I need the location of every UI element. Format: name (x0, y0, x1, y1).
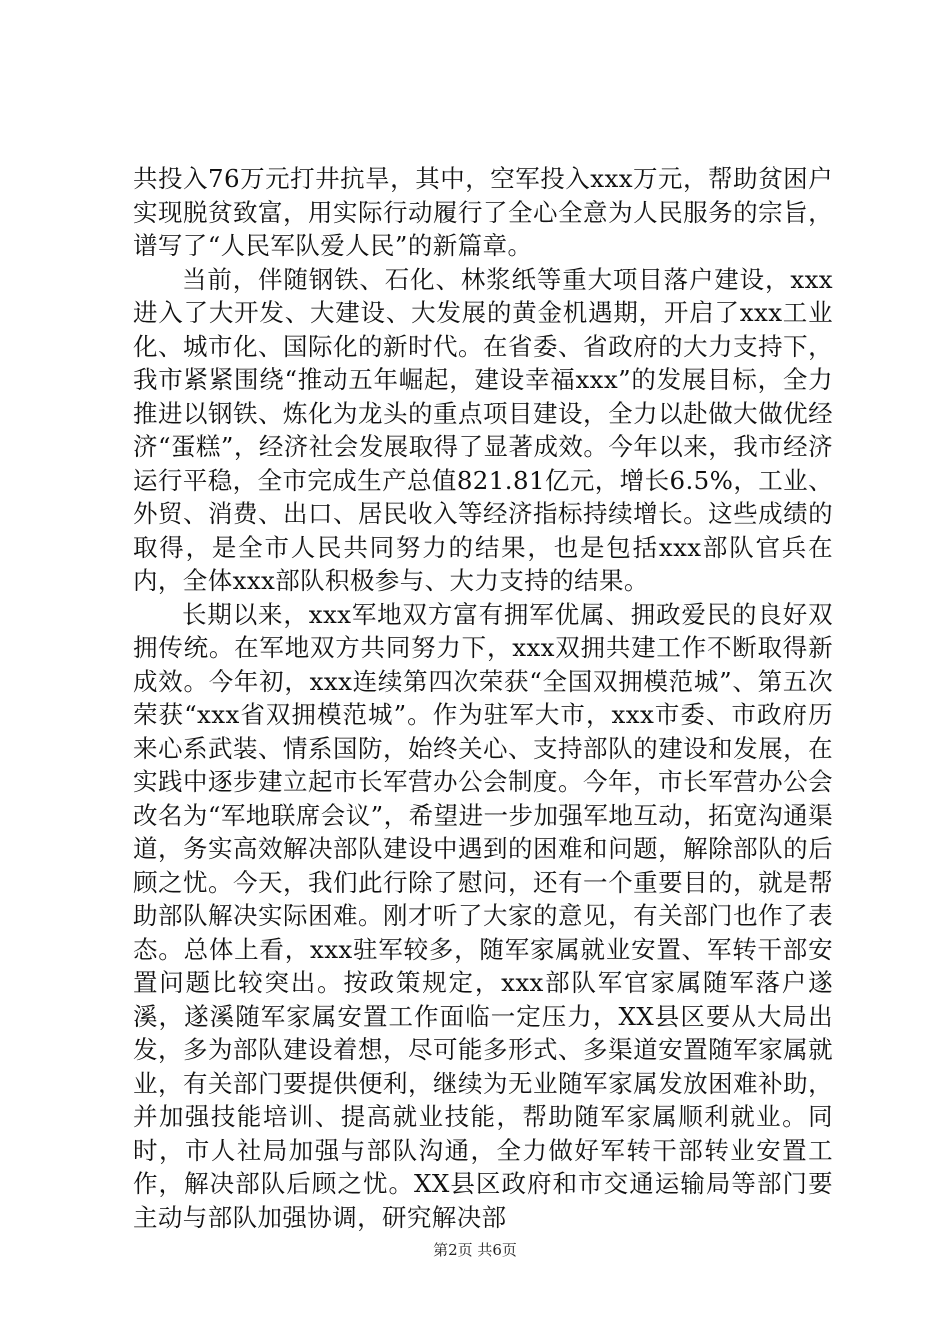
page-number-footer: 第2页 共6页 (433, 1241, 517, 1259)
paragraph: 长期以来，xxx军地双方富有拥军优属、拥政爱民的良好双拥传统。在军地双方共同努力下，xxx双拥共建工作不断取得新成效。今年初，xxx连续第四次荣获“全国双拥模范城”、第五次荣获“xxx省双拥模范城”。作为驻军大市，xxx市委、市政府历来心系武装、情系国防，始终关心、支持部队的建设和发展，在实践中逐步建立起市长军营办公会制度。今年，市长军营办公会改名为“军地联席会议”，希望进一步加强军地互动，拓宽沟通渠道，务实高效解决部队建设中遇到的困难和问题，解除部队的后顾之忧。今天，我们此行除了慰问，还有一个重要目的，就是帮助部队解决实际困难。刚才听了大家的意见，有关部门也作了表态。总体上看，xxx驻军较多，随军家属就业安置、军转干部安置问题比较突出。按政策规定，xxx部队军官家属随军落户遂溪，遂溪随军家属安置工作面临一定压力，XX县区要从大局出发，多为部队建设着想，尽可能多形式、多渠道安置随军家属就业，有关部门要提供便利，继续为无业随军家属发放困难补助，并加强技能培训、提高就业技能，帮助随军家属顺利就业。同时，市人社局加强与部队沟通，全力做好军转干部转业安置工作，解决部队后顾之忧。XX县区政府和市交通运输局等部门要主动与部队加强协调，研究解决部 (133, 599, 833, 1232)
document-body (133, 162, 833, 1234)
paragraph: 当前，伴随钢铁、石化、林浆纸等重大项目落户建设，xxx进入了大开发、大建设、大发展的黄金机遇期，开启了xxx工业化、城市化、国际化的新时代。在省委、省政府的大力支持下，我市紧紧围绕“推动五年崛起，建设幸福xxx”的发展目标，全力推进以钢铁、炼化为龙头的重点项目建设，全力以赴做大做优经济“蛋糕”，经济社会发展取得了显著成效。今年以来，我市经济运行平稳，全市完成生产总值821.81亿元，增长6.5%，工业、外贸、消费、出口、居民收入等经济指标持续增长。这些成绩的取得，是全市人民共同努力的结果，也是包括xxx部队官兵在内，全体xxx部队积极参与、大力支持的结果。 (133, 264, 833, 595)
paragraph: 共投入76万元打井抗旱，其中，空军投入xxx万元，帮助贫困户实现脱贫致富，用实际行动履行了全心全意为人民服务的宗旨，谱写了“人民军队爱人民”的新篇章。 (133, 164, 833, 260)
